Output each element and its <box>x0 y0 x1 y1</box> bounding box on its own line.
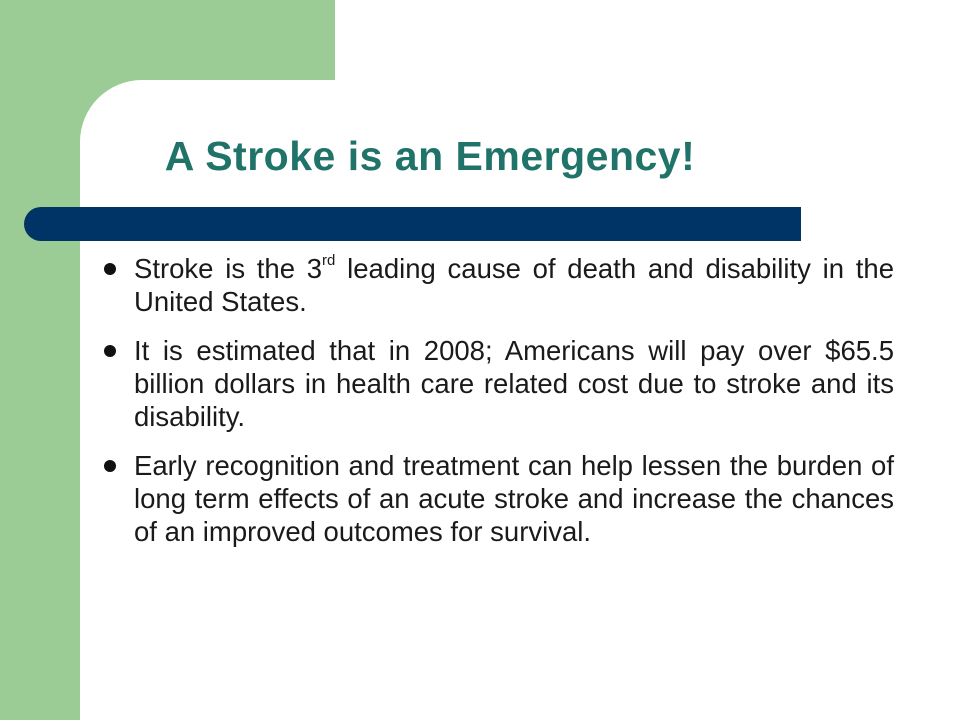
ordinal-suffix: rd <box>322 251 336 269</box>
bullet-text: Early recognition and treatment can help lessen the burden of long term effects of an acute stroke and increase the chances of an improved outcomes for survival. <box>134 450 894 547</box>
bullet-item <box>104 252 894 318</box>
bullet-icon <box>104 263 116 275</box>
bullet-item <box>104 449 894 548</box>
bullet-text: leading cause of death and disability in the United States. <box>134 253 894 317</box>
bullet-item <box>104 334 894 433</box>
bullet-text: Stroke is the 3 <box>134 253 323 284</box>
bullet-icon <box>104 345 116 357</box>
bullet-list <box>104 252 894 564</box>
title-divider-bar <box>24 207 801 241</box>
bullet-text: It is estimated that in 2008; Americans will pay over $65.5 billion dollars in health care related cost due to stroke and its disability. <box>134 335 894 432</box>
bullet-icon <box>104 460 116 472</box>
slide-title: A Stroke is an Emergency! <box>164 133 696 179</box>
